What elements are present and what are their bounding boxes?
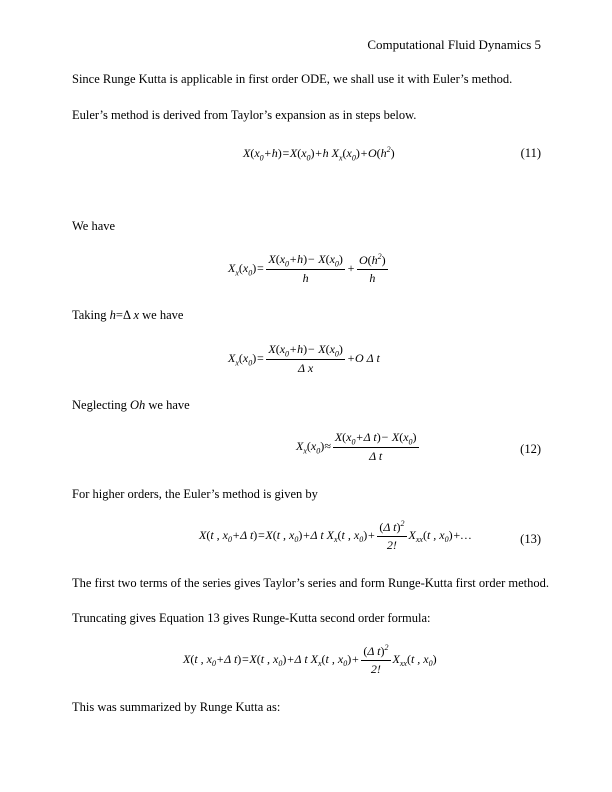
paragraph-euler-derivation: Euler’s method is derived from Taylor’s expansion as in steps below. xyxy=(72,108,417,122)
paragraph-taking-h: Taking h=Δ x we have xyxy=(72,308,184,322)
paragraph-first-two-terms: The first two terms of the series gives Taylor’s series and form Runge-Kutta first order method. xyxy=(72,576,550,590)
paragraph-neglecting xyxy=(72,398,190,413)
paragraph-runge-kutta-intro: Since Runge Kutta is applicable in first order ODE, we shall use it with Euler’s method. xyxy=(72,72,513,86)
paragraph-higher-orders: For higher orders, the Euler’s method is given by xyxy=(72,487,318,501)
taking-label: Taking xyxy=(72,308,110,322)
equation-12: $X_x(x_0)\approx$ $\frac{X(x_0+\Delta t)- X(x_0)}{\text{Δ t}}$ xyxy=(296,430,417,464)
equation-derivative: $X_x(x_0)=$ $\frac{X(x_0+h)- X(x_0)}{h}$ + $\frac{O(h^2)}{h}$ xyxy=(228,252,386,286)
paragraph-we-have: We have xyxy=(72,219,116,233)
paragraph-truncating: Truncating gives Equation 13 gives Runge-Kutta second order formula: xyxy=(72,611,431,625)
equation-number-11: (11) xyxy=(520,146,541,160)
equation-second-order: X(t , $x_0+\Delta$ t)=X(t , $x_0)+\Delta$ t $X_x(t$ , $x_0)+$ $\frac{(\Delta t)^2}{2!}$ $X_{xx}(t$ , $x_0$) xyxy=(183,643,437,676)
equation-11: $X(x_0+h)=X(x_0)+h$ $X_x(x_0)+O(h^2)$ xyxy=(243,145,395,163)
equation-number-13: (13) xyxy=(520,532,541,546)
page-header: Computational Fluid Dynamics 5 xyxy=(367,37,541,52)
we-have-label: we have xyxy=(139,308,184,322)
equation-number-12: (12) xyxy=(520,442,541,456)
oh-term: Oh xyxy=(129,398,146,412)
we-have-label-2: we have xyxy=(145,398,190,412)
equation-13: X(t , $x_0+\Delta$ t)=X(t , $x_0)+\Delta$ t $X_x(t$ , $x_0)+$ $\frac{(\Delta t)^2}{2!}$ $X_{xx}(t$ , $x_0)+\dots$ xyxy=(199,519,472,552)
neglecting-label: Neglecting xyxy=(72,398,130,412)
paragraph-summarized: This was summarized by Runge Kutta as: xyxy=(72,700,281,714)
equation-derivative-delta: $X_x(x_0)=$ $\frac{X(x_0+h)- X(x_0)}{\text{Δ x}}$ +O Δ t xyxy=(228,342,380,376)
